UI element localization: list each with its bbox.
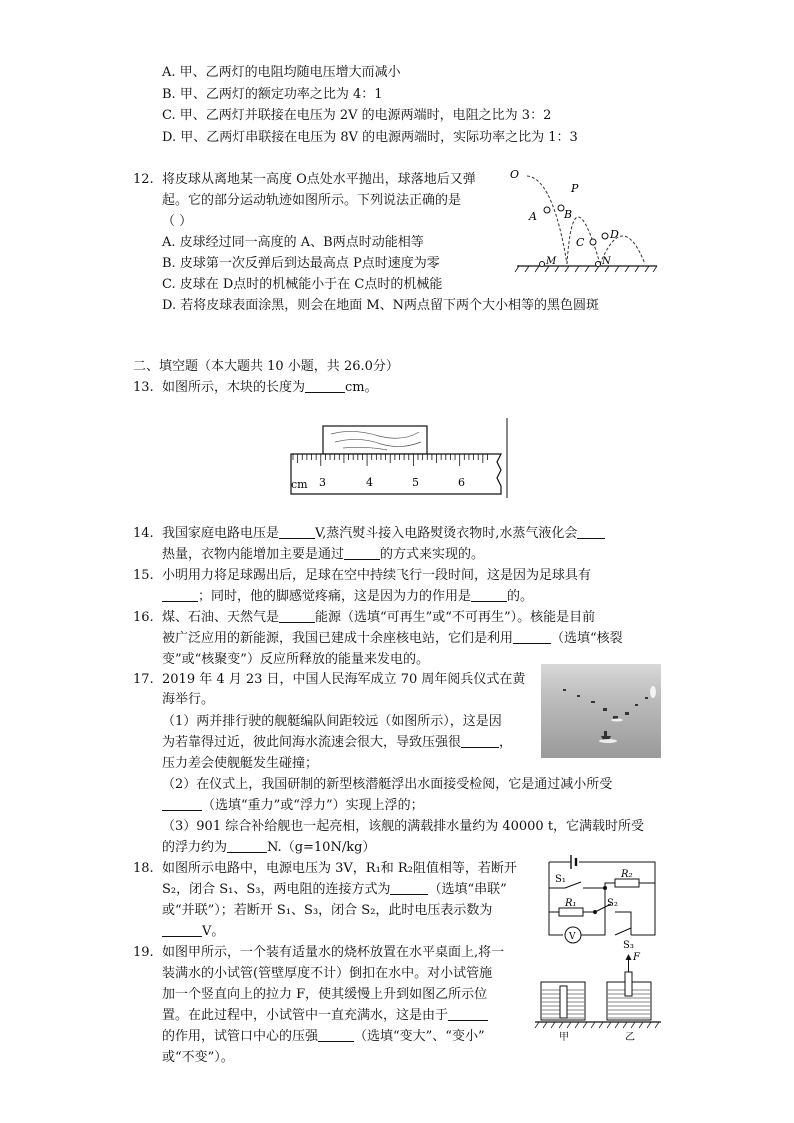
q14-text-b: V,蒸汽熨斗接入电路熨烫衣物时,水蒸气液化会 — [315, 526, 578, 541]
q11-option-a: A. 甲、乙两灯的电阻均随电压增大而减小 — [162, 65, 401, 80]
q16-text-d: （选填“核裂 — [551, 631, 623, 646]
q17-text-e: N.（g=10N/kg） — [267, 840, 376, 855]
circuit-diagram — [545, 850, 665, 950]
q17-line4 — [162, 733, 512, 753]
q18-line2 — [162, 880, 507, 900]
q18-line1: 如图所示电路中，电源电压为 3V，R₁和 R₂阻值相等，若断开 — [162, 861, 517, 876]
ruler-tick-4: 4 — [366, 476, 373, 489]
q13-text — [162, 378, 378, 398]
q17-line3: （1）两并排行驶的舰艇编队间距较远（如图所示），这是因 — [162, 714, 502, 729]
q15-blank-1[interactable] — [162, 587, 198, 602]
q12-option-a: A. 皮球经过同一高度的 A、B两点时动能相等 — [162, 235, 424, 250]
point-p-label: P — [571, 182, 579, 195]
q15-text-a: ；同时，他的脚感觉疼痛，这是因为力的作用是 — [198, 589, 472, 604]
q12-option-b: B. 皮球第一次反弹后到达最高点 P点时速度为零 — [162, 256, 440, 271]
ruler-tick-5: 5 — [412, 476, 419, 489]
q19-text-c: （选填“变大”、“变小” — [354, 1029, 485, 1044]
q16-blank-2[interactable] — [513, 629, 551, 644]
q16-number: 16. — [133, 610, 154, 625]
q14-text-d: 的方式来实现的。 — [380, 547, 485, 562]
label-jia: 甲 — [559, 1032, 569, 1043]
q18-line4 — [162, 922, 224, 942]
q15-blank-2[interactable] — [471, 587, 507, 602]
ball-trajectory-figure — [505, 160, 665, 275]
q12-stem-line2: 起。它的部分运动轨迹如图所示。下列说法正确的是 — [162, 193, 462, 208]
q12-answer-bracket: （ ） — [162, 214, 193, 229]
q15-text-b: 的。 — [507, 589, 534, 604]
q14-line1 — [162, 524, 605, 544]
q12-number: 12. — [133, 172, 154, 187]
q18-blank-2[interactable] — [162, 922, 202, 937]
q16-line3: 变”或“核聚变”）反应所释放的能量来发电的。 — [162, 652, 429, 667]
q19-number: 19. — [133, 945, 154, 960]
q12-stem-line1: 将皮球从离地某一高度 O点处水平抛出，球落地后又弹 — [162, 172, 476, 187]
q17-line2: 海举行。 — [162, 692, 215, 707]
q17-text-b: ， — [499, 735, 513, 750]
q13-blank[interactable] — [305, 378, 345, 393]
q16-line1 — [162, 608, 595, 628]
q17-line7 — [162, 796, 424, 816]
point-a-label: A — [529, 210, 537, 223]
point-d-label: D — [610, 228, 619, 241]
ruler-figure — [283, 418, 515, 498]
force-f-label: F — [633, 952, 640, 963]
q19-line6: 或“不变”）。 — [162, 1050, 234, 1065]
point-c-label: C — [576, 236, 585, 249]
q15-line2 — [162, 587, 533, 607]
q14-text-a: 我国家庭电路电压是 — [162, 526, 280, 541]
point-o-label: O — [510, 168, 520, 181]
q12-option-d: D. 若将皮球表面涂黑，则会在地面 M、N两点留下两个大小相等的黑色圆斑 — [162, 298, 600, 313]
q18-number: 18. — [133, 861, 154, 876]
point-b-label: B — [564, 208, 573, 221]
label-yi: 乙 — [625, 1032, 635, 1043]
q17-line8: （3）901 综合补给舰也一起亮相，该舰的满载排水量约为 40000 t，它满载时所受 — [162, 819, 645, 834]
q14-blank-2[interactable] — [577, 524, 605, 539]
q11-option-c: C. 甲、乙两灯并联接在电压为 2V 的电源两端时，电阻之比为 3：2 — [162, 108, 552, 123]
wooden-block — [323, 426, 427, 454]
q11-option-d: D. 甲、乙两灯串联接在电压为 8V 的电源两端时，实际功率之比为 1：3 — [162, 130, 578, 145]
switch-s1-label: S₁ — [555, 874, 566, 885]
q19-text-a: 置。在此过程中，小试管中一直充满水，这是由于 — [162, 1008, 449, 1023]
q17-number: 17. — [133, 672, 154, 687]
point-m-label: M — [546, 256, 557, 267]
beaker-figure — [533, 950, 663, 1045]
q11-option-b: B. 甲、乙两灯的额定功率之比为 4：1 — [162, 87, 383, 102]
q14-line2 — [162, 545, 484, 565]
q18-blank-1[interactable] — [390, 880, 428, 895]
q19-blank-1[interactable] — [448, 1006, 488, 1021]
q16-text-b: 能源（选填“可再生”或“不可再生”）。核能是目前 — [315, 610, 596, 625]
point-n-label: N — [602, 256, 611, 267]
q19-line2: 装满水的小试管(管壁厚度不计）倒扣在水中。对小试管施 — [162, 966, 493, 981]
q17-line9 — [162, 838, 375, 858]
q19-line5 — [162, 1027, 485, 1047]
q14-number: 14. — [133, 526, 154, 541]
resistor-r1-label: R₁ — [565, 898, 577, 909]
ruler-unit-label: cm — [291, 478, 308, 491]
q17-line5: 压力差会使舰艇发生碰撞； — [162, 756, 319, 771]
q19-line1: 如图甲所示，一个装有适量水的烧杯放置在水平桌面上,将一 — [162, 945, 505, 960]
q18-text-c: V。 — [202, 924, 225, 939]
voltmeter-icon: V — [569, 932, 576, 942]
q19-text-b: 的作用，试管口中心的压强 — [162, 1029, 319, 1044]
q14-blank-3[interactable] — [344, 545, 380, 560]
q17-line1: 2019 年 4 月 23 日，中国人民海军成立 70 周年阅兵仪式在黄 — [162, 672, 526, 687]
q14-text-c: 热量，衣物内能增加主要是通过 — [162, 547, 345, 562]
q17-text-c: （选填“重力”或“浮力”）实现上浮的； — [202, 798, 424, 813]
q15-number: 15. — [133, 568, 154, 583]
q16-line2 — [162, 629, 623, 649]
q17-line6: （2）在仪式上，我国研制的新型核潜艇浮出水面接受检阅，它是通过减小所受 — [162, 777, 613, 792]
q17-text-d: 的浮力约为 — [162, 840, 228, 855]
switch-s3-label: S₃ — [623, 940, 634, 950]
q19-line4 — [162, 1006, 488, 1026]
q17-text-a: 为若靠得过近，彼此间海水流速会很大，导致压强很 — [162, 735, 462, 750]
q16-blank-1[interactable] — [279, 608, 315, 623]
switch-s2-label: S₂ — [607, 898, 618, 909]
q14-blank-1[interactable] — [279, 524, 315, 539]
q16-text-a: 煤、石油、天然气是 — [162, 610, 280, 625]
q16-text-c: 被广泛应用的新能源，我国已建成十余座核电站，它们是利用 — [162, 631, 514, 646]
q15-line1: 小明用力将足球踢出后，足球在空中持续飞行一段时间，这是因为足球具有 — [162, 568, 592, 583]
section-title: 二、填空题（本大题共 10 小题，共 26.0分） — [133, 359, 399, 374]
naval-fleet-photo — [541, 664, 661, 758]
q18-text-b: （选填“串联” — [428, 882, 507, 897]
q17-blank-2[interactable] — [162, 796, 202, 811]
resistor-r2-label: R₂ — [621, 869, 633, 880]
q13-suffix: cm。 — [345, 380, 378, 395]
q18-line3: 或“并联”）；若断开 S₁、S₃，闭合 S₂，此时电压表示数为 — [162, 903, 493, 918]
q17-blank-3[interactable] — [227, 838, 267, 853]
q18-text-a: S₂，闭合 S₁、S₃，两电阻的连接方式为 — [162, 882, 391, 897]
q13-number: 13. — [133, 380, 154, 395]
q12-option-c: C. 皮球在 D点时的机械能小于在 C点时的机械能 — [162, 277, 443, 292]
q17-blank-1[interactable] — [461, 733, 499, 748]
q19-blank-2[interactable] — [318, 1027, 354, 1042]
ruler-tick-3: 3 — [319, 476, 326, 489]
q13-prefix: 如图所示，木块的长度为 — [162, 380, 306, 395]
ruler-tick-6: 6 — [458, 476, 465, 489]
q19-line3: 加一个竖直向上的拉力 F，使其缓慢上升到如图乙所示位 — [162, 987, 488, 1002]
